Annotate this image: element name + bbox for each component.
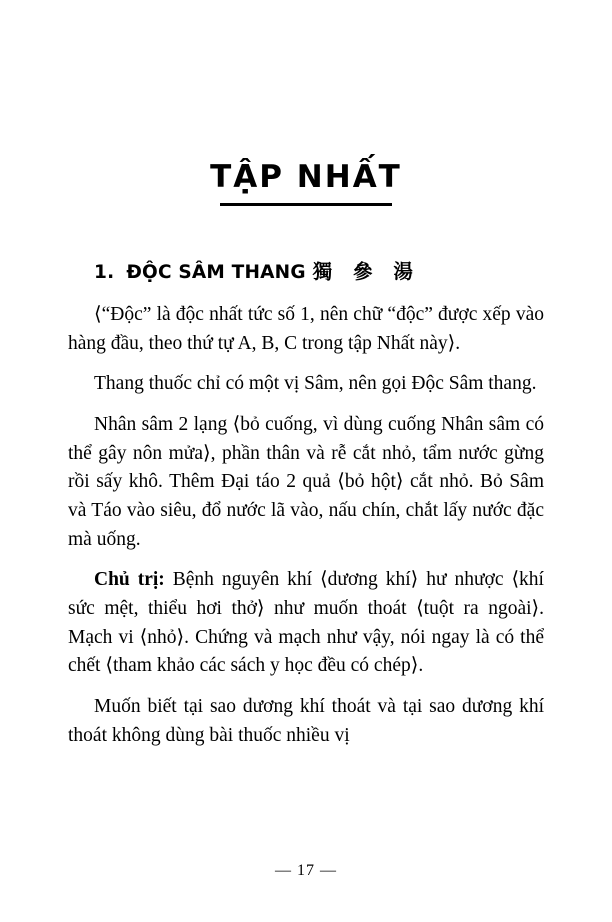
page-title: TẬP NHẤT [210, 159, 402, 195]
section-title-vi: ĐỘC SÂM THANG [126, 262, 306, 284]
paragraph-definition: Thang thuốc chỉ có một vị Sâm, nên gọi Độc Sâm thang. [94, 373, 537, 395]
indication-text: Bệnh nguyên khí ⟨dương khí⟩ hư nhược ⟨khí sức mệt, thiểu hơi thở⟩ như muốn thoát ⟨tuột ra ngoài⟩. Mạch vi ⟨nhỏ⟩. Chứng và mạch như vậy, nói ngay là có thể chết ⟨tham khảo các sách y học đều có chép⟩. [68, 569, 544, 677]
paragraph-note: ⟨“Độc” là độc nhất tức số 1, nên chữ “độc” được xếp vào hàng đầu, theo thứ tự A, B, C trong tập Nhất này⟩. [68, 304, 544, 354]
paragraph-preparation: Nhân sâm 2 lạng ⟨bỏ cuống, vì dùng cuống Nhân sâm có thể gây nôn mửa⟩, phần thân và rễ cắt nhỏ, tẩm nước gừng rồi sấy khô. Thêm Đại táo 2 quả ⟨bỏ hột⟩ cắt nhỏ. Bỏ Sâm và Táo vào siêu, đổ nước lã vào, nấu chín, chắt lấy nước đặc mà uống. [68, 414, 544, 550]
section-title-han: 獨 參 湯 [312, 260, 420, 284]
title-divider [220, 203, 392, 206]
page-number: — 17 — [275, 862, 337, 879]
paragraph-continued: Muốn biết tại sao dương khí thoát và tại sao dương khí thoát không dùng bài thuốc nhiều vị [68, 695, 544, 746]
section-heading [68, 256, 544, 284]
indication-label: Chủ trị: [94, 569, 165, 591]
section-number: 1. [94, 262, 115, 284]
paragraph-indication [68, 566, 544, 681]
